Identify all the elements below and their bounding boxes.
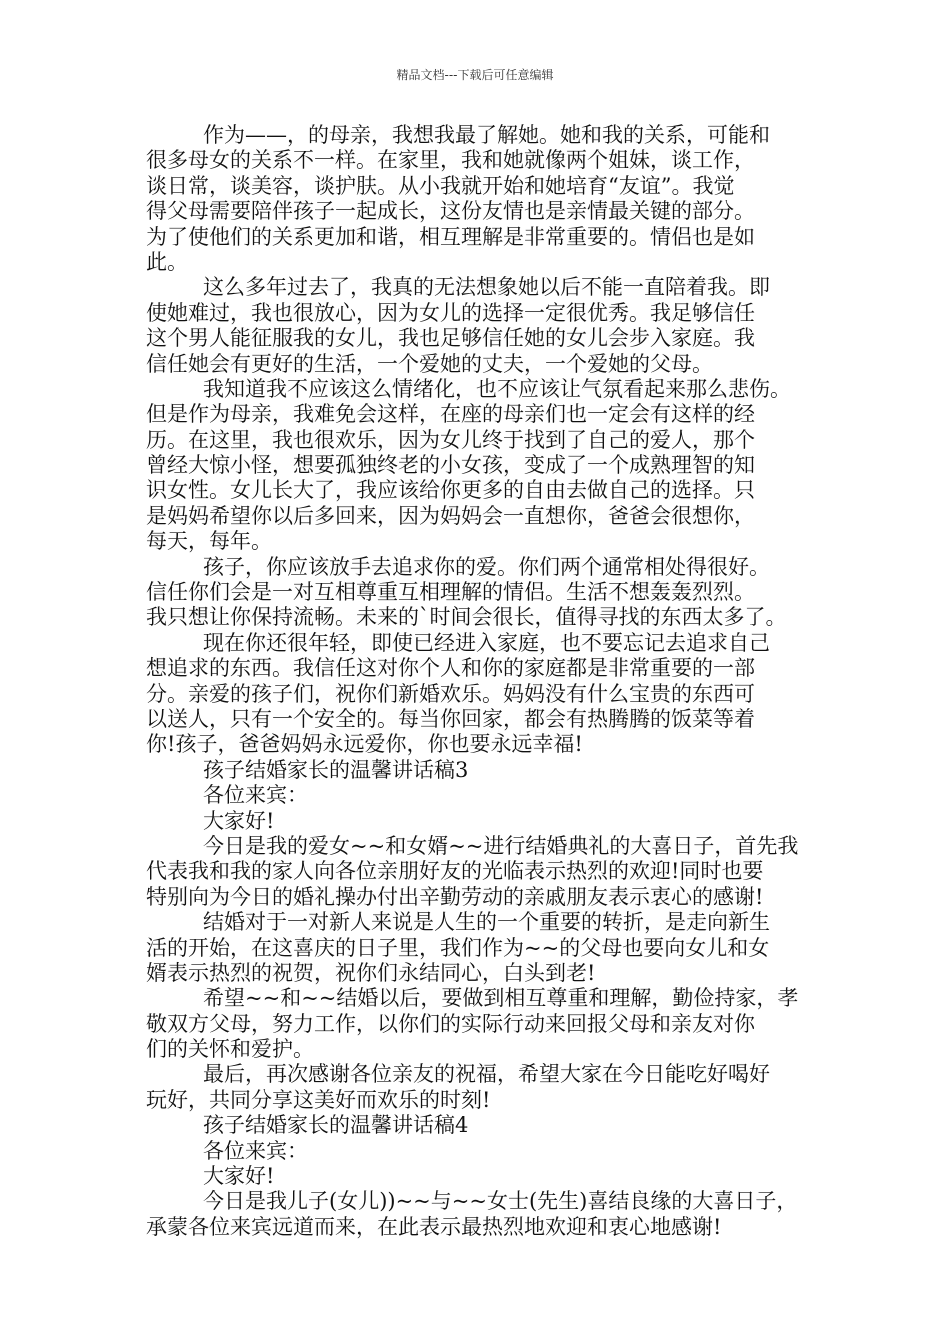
text-line: 很多母女的关系不一样。在家里，我和她就像两个姐妹，谈工作， — [146, 148, 755, 173]
text-line: 孩子结婚家长的温馨讲话稿3 — [203, 757, 469, 782]
text-line: 大家好! — [203, 1164, 275, 1189]
text-line: 各位来宾： — [203, 1138, 308, 1163]
text-line: 各位来宾： — [203, 783, 308, 808]
text-line: 想追求的东西。我信任这对你个人和你的家庭都是非常重要的一部 — [146, 656, 755, 681]
text-line: 这个男人能征服我的女儿，我也足够信任她的女儿会步入家庭。我 — [146, 326, 755, 351]
text-line: 是妈妈希望你以后多回来，因为妈妈会一直想你，爸爸会很想你， — [146, 503, 755, 528]
document-body — [146, 123, 822, 1240]
text-line: 但是作为母亲，我难免会这样，在座的母亲们也一定会有这样的经 — [146, 402, 755, 427]
text-line: 曾经大惊小怪，想要孤独终老的小女孩，变成了一个成熟理智的知 — [146, 453, 755, 478]
text-line: 代表我和我的家人向各位亲朋好友的光临表示热烈的欢迎!同时也要 — [146, 859, 764, 884]
text-line: 特别向为今日的婚礼操办付出辛勤劳动的亲戚朋友表示衷心的感谢! — [146, 884, 764, 909]
text-line: 分。亲爱的孩子们，祝你们新婚欢乐。妈妈没有什么宝贵的东西可 — [146, 681, 755, 706]
text-line: 我只想让你保持流畅。未来的`时间会很长，值得寻找的东西太多了。 — [146, 605, 787, 630]
text-line: 们的关怀和爱护。 — [146, 1037, 314, 1062]
text-line: 识女性。女儿长大了，我应该给你更多的自由去做自己的选择。只 — [146, 478, 755, 503]
text-line: 你!孩子，爸爸妈妈永远爱你，你也要永远幸福! — [146, 732, 583, 757]
page-header: 精品文档---下载后可任意编辑 — [396, 68, 554, 82]
text-line: 每天，每年。 — [146, 529, 272, 554]
text-line: 为了使他们的关系更加和谐，相互理解是非常重要的。情侣也是如 — [146, 224, 755, 249]
text-line: 今日是我的爱女~~和女婿~~进行结婚典礼的大喜日子，首先我 — [203, 833, 799, 858]
text-line: 婿表示热烈的祝贺，祝你们永结同心，白头到老! — [146, 960, 596, 985]
text-line: 信任她会有更好的生活，一个爱她的丈夫，一个爱她的父母。 — [146, 351, 713, 376]
text-line: 最后，再次感谢各位亲友的祝福，希望大家在今日能吃好喝好 — [203, 1062, 770, 1087]
text-line: 今日是我儿子(女儿))~~与~~女士(先生)喜结良缘的大喜日子， — [203, 1189, 798, 1214]
text-line: 此。 — [146, 249, 188, 274]
text-line: 谈日常，谈美容，谈护肤。从小我就开始和她培育“友谊”。我觉 — [146, 173, 735, 198]
text-line: 敬双方父母，努力工作，以你们的实际行动来回报父母和亲友对你 — [146, 1011, 755, 1036]
text-line: 以送人，只有一个安全的。每当你回家，都会有热腾腾的饭菜等着 — [146, 706, 755, 731]
text-line: 玩好，共同分享这美好而欢乐的时刻! — [146, 1087, 491, 1112]
text-line: 历。在这里，我也很欢乐，因为女儿终于找到了自己的爱人，那个 — [146, 427, 755, 452]
text-line: 结婚对于一对新人来说是人生的一个重要的转折，是走向新生 — [203, 910, 770, 935]
text-line: 孩子，你应该放手去追求你的爱。你们两个通常相处得很好。 — [203, 554, 770, 579]
text-line: 现在你还很年轻，即使已经进入家庭，也不要忘记去追求自己 — [203, 630, 770, 655]
text-line: 活的开始，在这喜庆的日子里，我们作为~~的父母也要向女儿和女 — [146, 935, 770, 960]
text-line: 我知道我不应该这么情绪化，也不应该让气氛看起来那么悲伤。 — [203, 376, 791, 401]
text-line: 希望~~和~~结婚以后，要做到相互尊重和理解，勤俭持家，孝 — [203, 986, 799, 1011]
text-line: 信任你们会是一对互相尊重互相理解的情侣。生活不想轰轰烈烈。 — [146, 580, 755, 605]
text-line: 作为——，的母亲，我想我最了解她。她和我的关系，可能和 — [203, 123, 770, 147]
text-line: 使她难过，我也很放心，因为女儿的选择一定很优秀。我足够信任 — [146, 300, 755, 325]
text-line: 承蒙各位来宾远道而来，在此表示最热烈地欢迎和衷心地感谢! — [146, 1214, 722, 1239]
text-line: 大家好! — [203, 808, 275, 833]
text-line: 孩子结婚家长的温馨讲话稿4 — [203, 1113, 469, 1138]
text-line: 得父母需要陪伴孩子一起成长，这份友情也是亲情最关键的部分。 — [146, 199, 755, 224]
text-line: 这么多年过去了，我真的无法想象她以后不能一直陪着我。即 — [203, 275, 770, 300]
